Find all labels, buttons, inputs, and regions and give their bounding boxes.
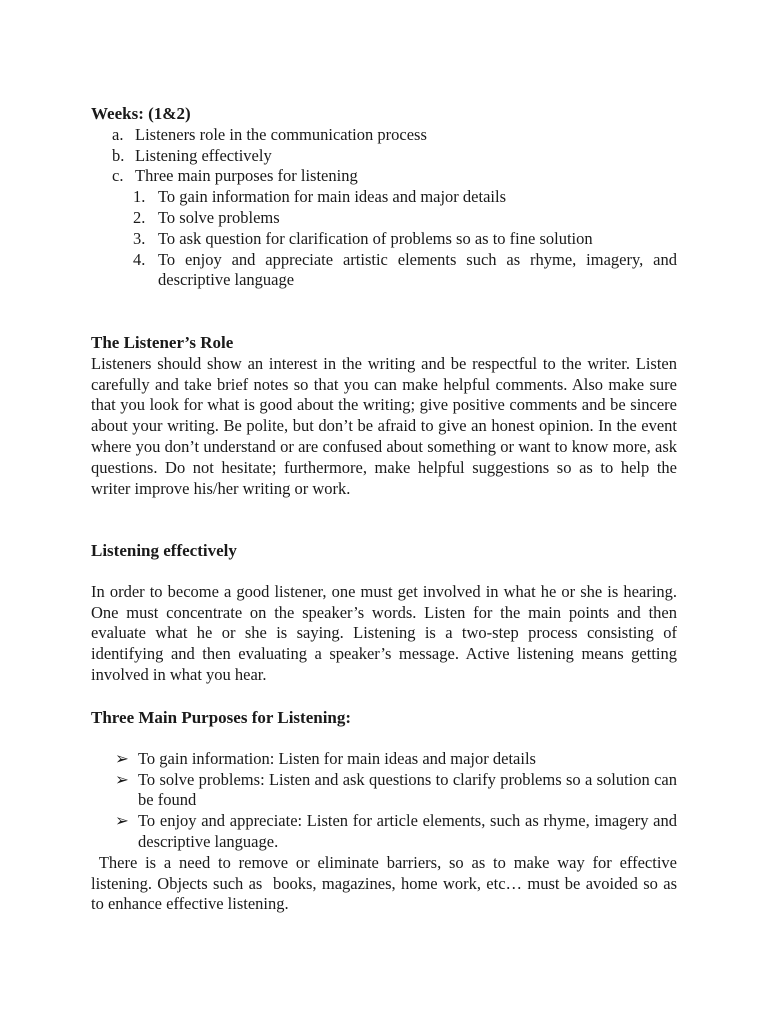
purpose-bullet-list [91, 749, 677, 853]
arrow-bullet-icon: ➢ [115, 769, 129, 789]
list-marker: 1. [133, 187, 146, 207]
letter-list-item [91, 166, 677, 187]
barriers-paragraph: There is a need to remove or eliminate barriers, so as to make way for effective listening. Objects such as books, magazines, home work, etc… must be avoided so as to enhance effective listening. [91, 852, 682, 914]
letter-list-item [91, 146, 677, 167]
weeks-heading: Weeks: (1&2) [91, 104, 191, 123]
bullet-text: To enjoy and appreciate: Listen for article elements, such as rhyme, imagery and descriptive language. [138, 811, 677, 851]
listeners-role-section [91, 333, 677, 499]
list-item-text: To gain information for main ideas and major details [158, 187, 506, 207]
bullet-text: To gain information: Listen for main ideas and major details [138, 748, 536, 768]
list-marker: a. [112, 124, 124, 144]
list-marker: 2. [133, 207, 146, 227]
list-marker: c. [112, 166, 124, 186]
number-list-item [91, 229, 677, 250]
list-item-text: Listeners role in the communication process [135, 124, 427, 144]
list-item-text: To ask question for clarification of problems so as to fine solution [158, 228, 593, 248]
three-purposes-section [91, 708, 682, 915]
list-item-text: Three main purposes for listening [135, 166, 358, 186]
weeks-section [91, 104, 677, 291]
number-list-item [91, 187, 677, 208]
letter-list [91, 125, 677, 187]
purpose-bullet-item [91, 770, 677, 812]
purpose-bullet-item [91, 749, 677, 770]
listeners-role-heading: The Listener’s Role [91, 333, 234, 352]
list-item-text: To enjoy and appreciate artistic elements such as rhyme, imagery, and descriptive language [158, 249, 677, 290]
listeners-role-paragraph: Listeners should show an interest in the writing and be respectful to the writer. Listen carefully and take brief notes so that you can make helpful comments. Also make sure that you look for what is good about the writing; give positive comments and be sincere about your writing. Be polite, but don’t be afraid to give an honest opinion. In the event where you don’t understand or are confused about something or want to know more, ask questions. Do not hesitate; furthermore, make helpful suggestions so as to help the writer improve his/her writing or work. [91, 353, 677, 498]
number-list [91, 187, 677, 291]
list-marker: 3. [133, 228, 146, 248]
list-item-text: To solve problems [158, 207, 280, 227]
purpose-bullet-item [91, 811, 677, 853]
number-list-item [91, 208, 677, 229]
list-marker: b. [112, 145, 125, 165]
number-list-item [91, 250, 677, 292]
arrow-bullet-icon: ➢ [115, 748, 129, 768]
list-marker: 4. [133, 249, 146, 269]
list-item-text: Listening effectively [135, 145, 272, 165]
listening-effectively-heading: Listening effectively [91, 541, 237, 560]
bullet-text: To solve problems: Listen and ask questions to clarify problems so a solution can be found [138, 769, 677, 810]
arrow-bullet-icon: ➢ [115, 811, 129, 831]
three-purposes-heading: Three Main Purposes for Listening: [91, 708, 352, 727]
listening-effectively-paragraph: In order to become a good listener, one must get involved in what he or she is hearing. One must concentrate on the speaker’s words. Listen for the main points and then evaluate what he or she is saying. Listening is a two-step process consisting of identifying and then evaluating a speaker’s message. Active listening means getting involved in what you hear. [91, 581, 677, 684]
listening-effectively-section [91, 541, 677, 686]
letter-list-item [91, 125, 677, 146]
